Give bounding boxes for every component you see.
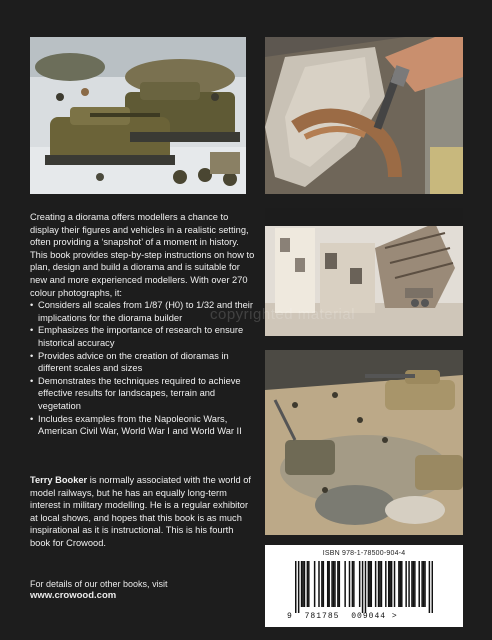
- barcode-bar: [295, 561, 297, 613]
- feature-item: • Includes examples from the Napoleonic Wars, American Civil War, World War I and World War II: [30, 413, 256, 438]
- barcode-bar: [298, 561, 300, 613]
- barcode-bar: [362, 561, 364, 613]
- barcode-bar: [344, 561, 346, 607]
- barcode-bar: [418, 561, 420, 607]
- barcode-bar: [405, 561, 407, 607]
- desert-battle-photo: [265, 350, 463, 535]
- barcode-bar: [333, 561, 335, 607]
- barcode-bar: [379, 561, 381, 607]
- barcode-bar: [432, 561, 433, 613]
- feature-item: • Emphasizes the importance of research to ensure historical accuracy: [30, 324, 256, 349]
- barcode-bar: [353, 561, 355, 607]
- feature-item: • Demonstrates the techniques required to achieve effective results for landscapes, terrain and vegetation: [30, 375, 256, 413]
- barcode-bar: [352, 561, 354, 607]
- barcode-bars: [295, 561, 433, 613]
- barcode-bar: [339, 561, 341, 607]
- barcode-bar: [365, 561, 367, 613]
- barcode-bar: [398, 561, 400, 607]
- barcode-digit-group1: 781785: [304, 612, 340, 621]
- barcode-bar: [314, 561, 316, 607]
- barcode-bar: [411, 561, 413, 607]
- blurb-intro: Creating a diorama offers modellers a chance to display their figures and vehicles in a realistic setting, often providing a ‘snapshot’ of a moment in history. This book provides step-by-step instructions on how to plan, design and build a diorama and is suitable for new and more experienced modellers. With over 270 colour photographs, it:: [30, 212, 255, 298]
- barcode-bar: [391, 561, 393, 607]
- barcode-digits: [287, 612, 447, 621]
- barcode-bar: [301, 561, 303, 607]
- barcode-bar: [304, 561, 306, 607]
- watermark-text: copyrighted material: [210, 306, 356, 323]
- feature-item: • Considers all scales from 1/87 (H0) to 1/32 and their implications for the diorama builder: [30, 299, 256, 324]
- barcode-bar: [421, 561, 423, 607]
- blurb-text: [30, 211, 256, 438]
- feature-item: • Provides advice on the creation of dioramas in different scales and sizes: [30, 350, 256, 375]
- barcode-bar: [429, 561, 431, 613]
- barcode-bar: [375, 561, 377, 607]
- publisher-url[interactable]: www.crowood.com: [30, 590, 117, 601]
- barcode-bar: [400, 561, 402, 607]
- barcode-bar: [327, 561, 329, 607]
- barcode-bar: [334, 561, 336, 607]
- barcode-digit-lead: 9: [287, 612, 293, 621]
- barcode-bar: [328, 561, 330, 607]
- barcode-bar: [323, 561, 325, 607]
- isbn-label: ISBN 978-1-78500-904-4: [322, 550, 406, 557]
- barcode-bar: [414, 561, 416, 607]
- feature-list: [30, 299, 256, 438]
- barcode-bar: [369, 561, 371, 607]
- barcode-bar: [331, 561, 333, 607]
- barcode-bar: [378, 561, 380, 607]
- barcode-bar: [401, 561, 403, 607]
- barcode-bar: [394, 561, 396, 607]
- barcode-bar: [321, 561, 323, 607]
- barcode-bar: [408, 561, 410, 607]
- barcode-bar: [381, 561, 383, 607]
- barcode-bar: [371, 561, 373, 607]
- barcode-bar: [368, 561, 370, 607]
- barcode-bar: [349, 561, 351, 607]
- author-bio: [30, 474, 256, 550]
- barcode-bar: [308, 561, 310, 607]
- barcode-bar: [413, 561, 415, 607]
- author-name: Terry Booker: [30, 475, 88, 485]
- barcode-digit-group2: 009044: [351, 612, 387, 621]
- barcode-bar: [423, 561, 425, 607]
- barcode-bar: [307, 561, 309, 607]
- footer-details-text: For details of our other books, visit: [30, 579, 168, 589]
- painting-terrain-photo: [265, 37, 463, 194]
- barcode-digit-end: >: [391, 612, 398, 621]
- barcode-bar: [424, 561, 426, 607]
- barcode-bar: [389, 561, 391, 607]
- barcode-bar: [359, 561, 361, 607]
- barcode-bar: [337, 561, 339, 607]
- barcode-bar: [388, 561, 390, 607]
- diorama-winter-photo: [30, 37, 246, 194]
- barcode-panel: [265, 545, 463, 627]
- author-bio-text: is normally associated with the world of model railways, but he has an equally long-term interest in military modelling. He is a regular exhibitor at local shows, and hopes that this book is as much inspirational as it is instructional. This is his fourth book for Crowood.: [30, 475, 251, 548]
- barcode-bar: [385, 561, 387, 607]
- barcode-bar: [318, 561, 320, 607]
- barcode-bar: [302, 561, 304, 607]
- publisher-footer: [30, 578, 168, 602]
